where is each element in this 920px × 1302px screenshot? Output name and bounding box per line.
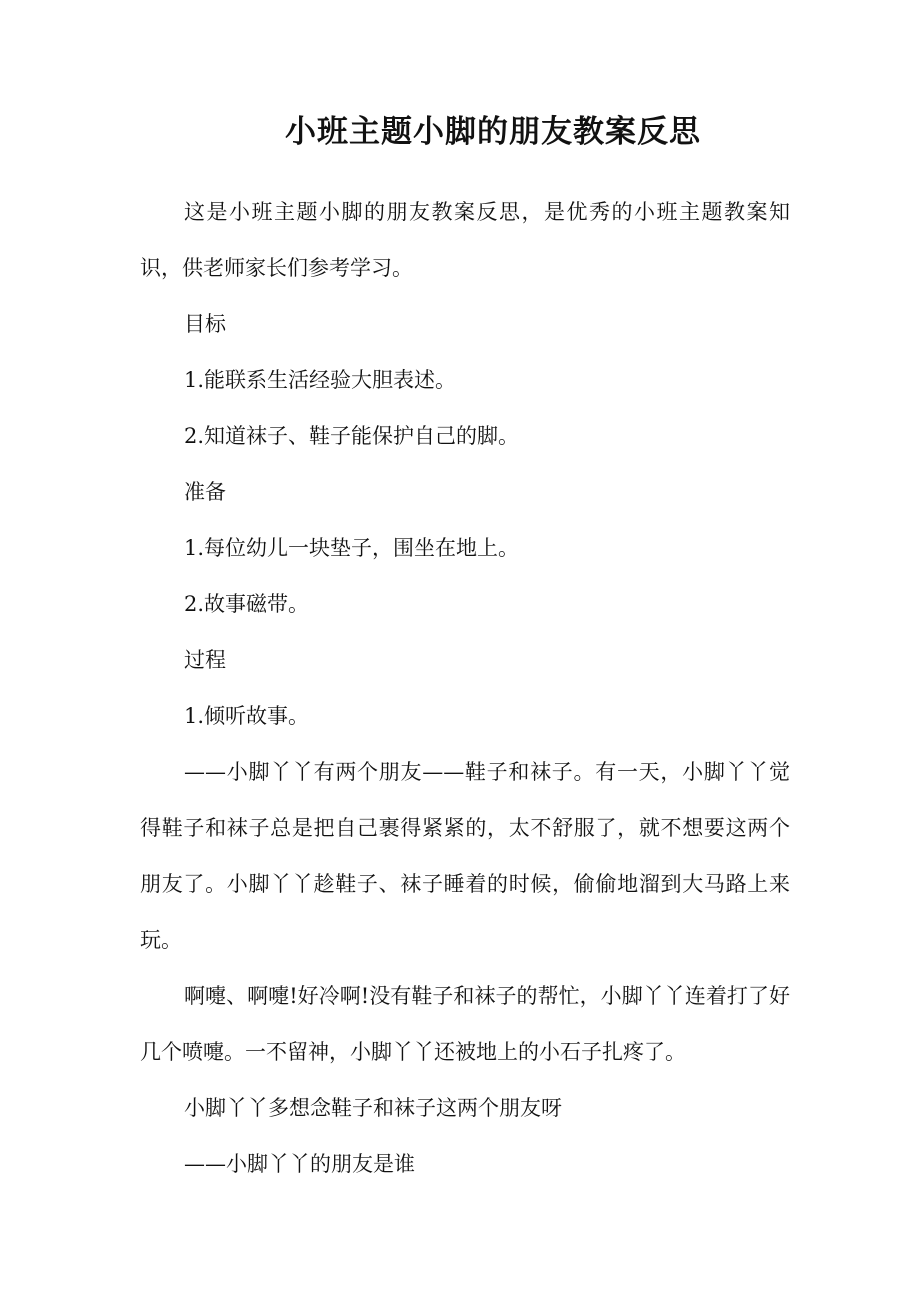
- story-question: ——小脚丫丫的朋友是谁: [184, 1152, 415, 1176]
- paragraph-intro: 这是小班主题小脚的朋友教案反思，是优秀的小班主题教案知识，供老师家长们参考学习。: [140, 200, 790, 280]
- heading-goals: 目标: [184, 312, 226, 336]
- story-paragraph-1: ——小脚丫丫有两个朋友——鞋子和袜子。有一天，小脚丫丫觉得鞋子和袜子总是把自己裹得紧紧的，太不舒服了，就不想要这两个朋友了。小脚丫丫趁鞋子、袜子睡着的时候，偷偷地溜到大马路上来玩。: [140, 760, 790, 952]
- preparation-item-1: 1.每位幼儿一块垫子，围坐在地上。: [184, 536, 520, 560]
- document-title: 小班主题小脚的朋友教案反思: [285, 114, 701, 150]
- goal-item-2: 2.知道袜子、鞋子能保护自己的脚。: [184, 424, 520, 448]
- preparation-item-2: 2.故事磁带。: [184, 592, 310, 616]
- goal-item-1: 1.能联系生活经验大胆表述。: [184, 368, 457, 392]
- story-paragraph-3: 小脚丫丫多想念鞋子和袜子这两个朋友呀: [184, 1096, 562, 1120]
- story-paragraph-2: 啊嚏、啊嚏!好冷啊!没有鞋子和袜子的帮忙，小脚丫丫连着打了好几个喷嚏。一不留神，小脚丫丫还被地上的小石子扎疼了。: [140, 984, 790, 1064]
- heading-preparation: 准备: [184, 480, 226, 504]
- heading-process: 过程: [184, 648, 226, 672]
- document-body: [140, 184, 790, 1192]
- process-item-1: 1.倾听故事。: [184, 704, 310, 728]
